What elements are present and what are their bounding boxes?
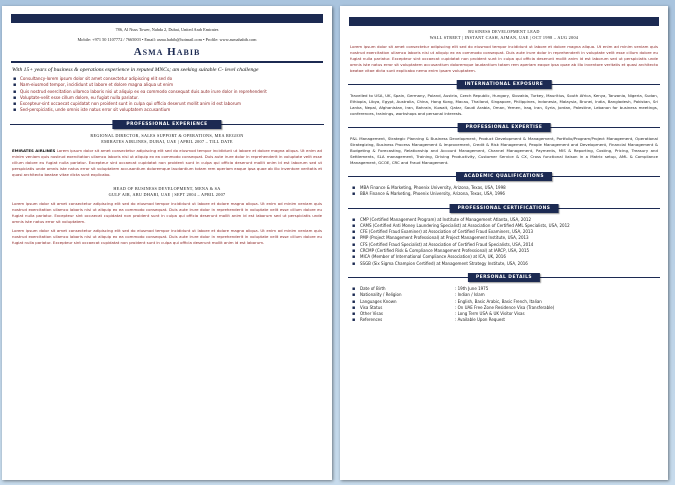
- job-company: WALL STREET | INSTANT CASH, AJMAN, UAE | OCT 1998 – AUG 2004: [429, 35, 579, 40]
- highlight-item: ▪ Sed-perspiciatis, unde omnis iste natus error sit voluptatem accusantium: [20, 107, 318, 113]
- section-title: PROFESSIONAL CERTIFICATIONS: [450, 204, 559, 213]
- section-header-exposure: [348, 80, 660, 89]
- certification-item: ▪ CFE (Certified Fraud Examiner) at Association of Certified Fraud Examiners, USA, 2013: [360, 229, 654, 235]
- highlight-item: ▪ Nam-eiusmod tempor, incididunt ut labore et dolore magna aliqua ut enim: [20, 82, 318, 88]
- candidate-name: Asma Habib: [133, 46, 201, 58]
- job-description-text: Lorem ipsum dolor sit amet consectetur adipiscing elit sed do eiusmod tempor incididunt ut labore et dolore magna aliqua. Ut enim ad minim veniam quis nostrud exercitation ullamco laboris nisi ut aliquip ex ea commodo consequat. Duis aute irure dolor in reprehenderit in voluptate velit esse cillum dolore eu fugiat nulla pariatur. Excepteur sint occaecat cupidatat non proident sunt in culpa qui officia deserunt mollit anim id est laborum sed ut perspiciatis unde omnis iste natus error sit voluptatem accusantium doloremque laudantium totam rem aperiam eaque ipsa quae ab illo inventore veritatis et quasi architecto beatae vitae dicta sunt explicabo.: [12, 147, 322, 177]
- section-title: PROFESSIONAL EXPERTISE: [458, 123, 551, 132]
- detail-label: ▪ Other Visas: [360, 311, 384, 317]
- section-header-academic: [348, 172, 660, 181]
- career-summary: With 15+ years of business & operations experience in reputed MNCs; am seeking suitable C- level challenge: [12, 67, 259, 73]
- highlight-item: ▪ Consultancy-lorem ipsum dolor sit amet consectetur adipiscing elit sed do: [20, 76, 318, 82]
- job-title: REGIONAL DIRECTOR, SALES SUPPORT & OPERATIONS, MEA REGION: [90, 132, 244, 138]
- job-title: HEAD OF BUSINESS DEVELOPMENT, MENA & SA: [113, 185, 221, 191]
- detail-value: : Long Term USA & UK Visitor Visas: [455, 311, 525, 317]
- section-header-certifications: [348, 204, 660, 213]
- detail-value: : Indian / Islam: [455, 292, 485, 298]
- section-title: INTERNATIONAL EXPOSURE: [457, 80, 552, 89]
- detail-label: ▪ Languages Known: [360, 298, 397, 304]
- name-divider: [11, 61, 323, 63]
- detail-value: : 19th June 1975: [455, 285, 489, 291]
- detail-label: ▪ Nationality / Religion: [360, 292, 402, 298]
- detail-row: [360, 317, 654, 323]
- certifications-list: [360, 217, 654, 267]
- contact-address: 786, Al Nuss Tower, Nahda 2, Dubai, United Arab Emirates: [115, 27, 219, 32]
- job-description: Lorem ipsum dolor sit amet consectetur adipiscing elit sed do eiusmod tempor incididunt ut labore et dolore magna aliqua. Ut enim ad minim veniam quis nostrud exercitation ullamco laboris nisi ut aliquip ex ea commodo consequat. Duis aute irure dolor in reprehenderit in voluptate velit esse cillum dolore eu fugiat nulla pariatur. Excepteur sint occaecat cupidatat non proident sunt in culpa qui officia deserunt mollit anim id est laborum.: [12, 227, 322, 245]
- detail-label: ▪ Visa Status: [360, 304, 383, 310]
- job-lead: EMIRATES AIRLINES: [12, 147, 56, 153]
- academic-list: [360, 185, 654, 198]
- certification-item: ▪ CAMS (Certified Anti Money Laundering Specialist) at Association of Certified AML Specialists, USA, 2012: [360, 223, 654, 229]
- personal-details: [360, 286, 654, 324]
- certification-item: ▪ PMP (Project Management Professional) at Project Management Institute, USA, 2013: [360, 235, 654, 241]
- highlight-item: ▪ Excepteur-sint occaecat cupidatat non proident sunt in culpa qui officia deserunt mollit anim id est laborum: [20, 101, 318, 107]
- section-title: PERSONAL DETAILS: [468, 273, 540, 282]
- section-header-personal: [348, 273, 660, 282]
- highlight-item: ▪ Quis nostrud exercitation ullamco laboris nisi ut aliquip ex ea commodo consequat duis aute irure dolor in reprehenderit: [20, 89, 318, 95]
- section-header-expertise: [348, 123, 660, 132]
- detail-value: : Available Upon Request: [455, 317, 505, 323]
- job-description: Lorem ipsum dolor sit amet consectetur adipiscing elit sed do eiusmod tempor incididunt ut labore et dolore magna aliqua. Ut enim ad minim veniam quis nostrud exercitation ullamco laboris nisi ut aliquip ex ea commodo consequat. Duis aute irure dolor in reprehenderit in voluptate velit esse cillum dolore eu fugiat nulla pariatur. Excepteur sint occaecat cupidatat non proident sunt in culpa qui officia deserunt mollit anim id est laborum sed ut perspiciatis unde omnis iste natus error sit voluptatem accusantium doloremque laudantium totam rem aperiam eaque ipsa quae ab illo inventore veritatis et quasi architecto beatae vitae dicta sunt explicabo nemo enim ipsam voluptatem.: [350, 44, 658, 73]
- certification-item: ▪ CMP (Certified Management Program) at Institute of Management Atlanta, USA, 2012: [360, 217, 654, 223]
- detail-label: ▪ Date of Birth: [360, 285, 386, 291]
- header-bar: [11, 14, 323, 23]
- job-description: [12, 148, 322, 178]
- highlight-item: ▪ Voluptate-velit esse cillum dolore, eu fugiat nulla pariatur.: [20, 95, 318, 101]
- job-company: GULF AIR, ABU DHABI, UAE | SEPT 2004 – APRIL 2007: [108, 191, 226, 197]
- certification-item: ▪ CFS (Certified Fraud Specialist) at Association of Certified Fraud Specialists, USA, 2014: [360, 242, 654, 248]
- detail-label: ▪ References: [360, 317, 383, 323]
- section-title: PROFESSIONAL EXPERIENCE: [112, 120, 221, 129]
- section-header-experience: [10, 120, 324, 129]
- resume-page-1: [2, 6, 332, 480]
- section-title: ACADEMIC QUALIFICATIONS: [456, 172, 552, 181]
- job-title: BUSINESS DEVELOPMENT LEAD: [468, 29, 540, 34]
- highlights-list: [20, 76, 318, 114]
- job-company: EMIRATES AIRLINES, DUBAI, UAE | APRIL 2007 – TILL DATE: [101, 138, 233, 144]
- detail-value: : English, Basic Arabic, Basic French, Italian: [455, 298, 542, 304]
- contact-details: Mobile: +971 50 1107772 / 7665003 • Email: asma.habib@hotmail.com • Profile: www.asmahabib.com: [77, 37, 257, 42]
- header-bar: [349, 17, 659, 26]
- certification-item: ▪ MICA (Member of International Compliance Association) at ICA, UK, 2016: [360, 254, 654, 260]
- academic-item: ▪ MBA Finance & Marketing, Phoenix University, Arizona, Texas, USA, 1998: [360, 185, 654, 191]
- certification-item: ▪ CRCMP (Certified Risk & Compliance Management Professional) at IARCP, USA, 2015: [360, 248, 654, 254]
- detail-value: : On UAE Free Zone Residence Visa (Transferable): [455, 304, 555, 310]
- expertise-text: P&L Management, Strategic Planning & Business Development, Product Development & Management, Portfolio/Program/Project Management, Operational Strategizing, Business Process Management & Improvement, Credit & Risk Management, People Management and Development, Financial Management & Budgeting & Forecasting, Relationship and Account Management, Channel Management, Payments, MIS & Reporting, Costing, Pricing, Treasury and Settlements, SLA management, Training, Driving Productivity, Customer Service & CX, Cross functional liaison in a Matrix setup, AML & Compliance Management, GCOE, CRC and Fraud Management.: [350, 136, 658, 165]
- exposure-text: Travelled to USA, UK, Spain, Germany, Poland, Austria, Czech Republic, Hungary, Slovakia, Turkey, Mauritius, South Africa, Kenya, Tanzania, Nigeria, Sudan, Ethiopia, Libya, Egypt, Australia, China, Hong Kong, Macau, Thailand, Singapore, Philippines, Indonesia, Malaysia, Brunei, India, Bangladesh, Pakistan, Sri Lanka, Nepal, Afghanistan, Iran, Bahrain, Kuwait, Qatar, Saudi Arabia, Oman, Yemen, Iraq, Iran, Syria, Jordan, Palestine, Lebanon for business meetings, conferences, trainings, workshops and personal interests.: [350, 93, 658, 116]
- job-description: Lorem ipsum dolor sit amet consectetur adipiscing elit sed do eiusmod tempor incididunt ut labore et dolore magna aliqua. Ut enim ad minim veniam quis nostrud exercitation ullamco laboris nisi ut aliquip ex ea commodo consequat. Duis aute irure dolor in reprehenderit in voluptate velit esse cillum dolore eu fugiat nulla pariatur. Excepteur sint occaecat cupidatat non proident sunt in culpa qui officia deserunt mollit anim id est laborum sed ut perspiciatis unde omnis iste natus error sit voluptatem.: [12, 200, 322, 224]
- certification-item: ▪ SSGB (Six Sigma Champion Certified) at Management Strategy Institute, USA, 2016: [360, 261, 654, 267]
- academic-item: ▪ BBA Finance & Marketing, Phoenix University, Arizona, Texas, USA, 1996: [360, 191, 654, 197]
- resume-page-2: [340, 6, 668, 480]
